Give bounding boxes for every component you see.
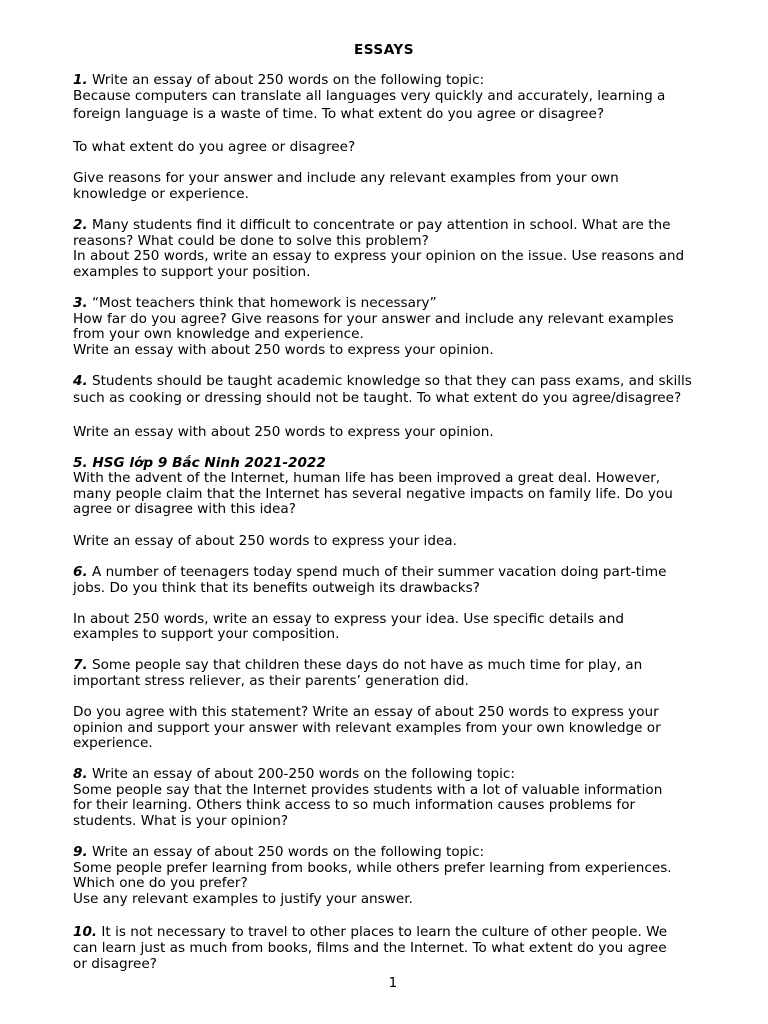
question-text: opinion and support your answer with relevant examples from your own knowledge or	[73, 720, 661, 736]
question-text: from your own knowledge and experience.	[73, 326, 364, 342]
question-1-intro	[73, 73, 484, 89]
question-text: It is not necessary to travel to other places to learn the culture of other people. We	[97, 924, 668, 940]
question-text: important stress reliever, as their parents’ generation did.	[73, 673, 469, 689]
question-text: examples to support your composition.	[73, 626, 340, 642]
question-3-intro	[73, 296, 437, 312]
question-number: 8.	[73, 766, 88, 782]
question-number: 1.	[73, 72, 88, 88]
question-text: In about 250 words, write an essay to express your opinion on the issue. Use reasons and	[73, 248, 685, 264]
question-text: Write an essay of about 200-250 words on the following topic:	[87, 766, 515, 782]
question-text: How far do you agree? Give reasons for your answer and include any relevant examples	[73, 311, 674, 327]
question-text: Write an essay with about 250 words to express your opinion.	[73, 342, 494, 358]
question-text: Some people prefer learning from books, while others prefer learning from experiences.	[73, 860, 672, 876]
question-text: Which one do you prefer?	[73, 875, 248, 891]
question-text: such as cooking or dressing should not be taught. To what extent do you agree/disagree?	[73, 390, 682, 406]
question-text: examples to support your position.	[73, 264, 311, 280]
question-6-intro	[73, 565, 666, 581]
question-text: jobs. Do you think that its benefits outweigh its drawbacks?	[73, 580, 480, 596]
question-5-heading: 5. HSG lớp 9 Bắc Ninh 2021-2022	[73, 455, 326, 471]
question-text: Write an essay of about 250 words on the following topic:	[87, 72, 485, 88]
question-text: students. What is your opinion?	[73, 813, 289, 829]
question-number: 9.	[73, 844, 88, 860]
question-text: or disagree?	[73, 956, 157, 972]
question-number: 4.	[73, 373, 88, 389]
question-text: experience.	[73, 735, 153, 751]
question-2-intro	[73, 218, 671, 234]
question-text: knowledge or experience.	[73, 186, 249, 202]
question-text: reasons? What could be done to solve this problem?	[73, 233, 429, 249]
question-text: Write an essay of about 250 words to express your idea.	[73, 533, 457, 549]
question-number: 2.	[73, 217, 88, 233]
question-7-intro	[73, 658, 642, 674]
question-text: Write an essay of about 250 words on the following topic:	[87, 844, 485, 860]
question-text: “Most teachers think that homework is necessary”	[87, 295, 437, 311]
question-number: 3.	[73, 295, 88, 311]
question-text: agree or disagree with this idea?	[73, 501, 296, 517]
question-text: Do you agree with this statement? Write an essay of about 250 words to express your	[73, 704, 659, 720]
question-10-intro	[73, 925, 667, 941]
question-text: In about 250 words, write an essay to express your idea. Use specific details and	[73, 611, 624, 627]
question-text: Use any relevant examples to justify your answer.	[73, 891, 413, 907]
question-text: Give reasons for your answer and include any relevant examples from your own	[73, 170, 619, 186]
question-text: With the advent of the Internet, human life has been improved a great deal. However,	[73, 470, 661, 486]
question-4-intro	[73, 374, 692, 390]
question-text: Some people say that children these days do not have as much time for play, an	[87, 657, 643, 673]
question-text: Because computers can translate all languages very quickly and accurately, learning a	[73, 88, 666, 104]
question-number: 6.	[73, 564, 88, 580]
question-9-intro	[73, 845, 484, 861]
question-text: for their learning. Others think access to so much information causes problems for	[73, 797, 636, 813]
question-number: 7.	[73, 657, 88, 673]
question-text: A number of teenagers today spend much of their summer vacation doing part-time	[87, 564, 667, 580]
question-text: Write an essay with about 250 words to express your opinion.	[73, 424, 494, 440]
question-text: Students should be taught academic knowledge so that they can pass exams, and skills	[87, 373, 692, 389]
question-text: many people claim that the Internet has several negative impacts on family life. Do you	[73, 486, 673, 502]
question-text: To what extent do you agree or disagree?	[73, 139, 356, 155]
question-text: foreign language is a waste of time. To what extent do you agree or disagree?	[73, 106, 605, 122]
question-text: Many students find it difficult to concentrate or pay attention in school. What are the	[87, 217, 671, 233]
question-number: 10.	[73, 924, 98, 940]
document-title: ESSAYS	[353, 42, 415, 58]
question-text: Some people say that the Internet provides students with a lot of valuable information	[73, 782, 663, 798]
question-8-intro	[73, 767, 515, 783]
question-text: can learn just as much from books, films and the Internet. To what extent do you agree	[73, 940, 667, 956]
page-number: 1	[388, 975, 398, 991]
